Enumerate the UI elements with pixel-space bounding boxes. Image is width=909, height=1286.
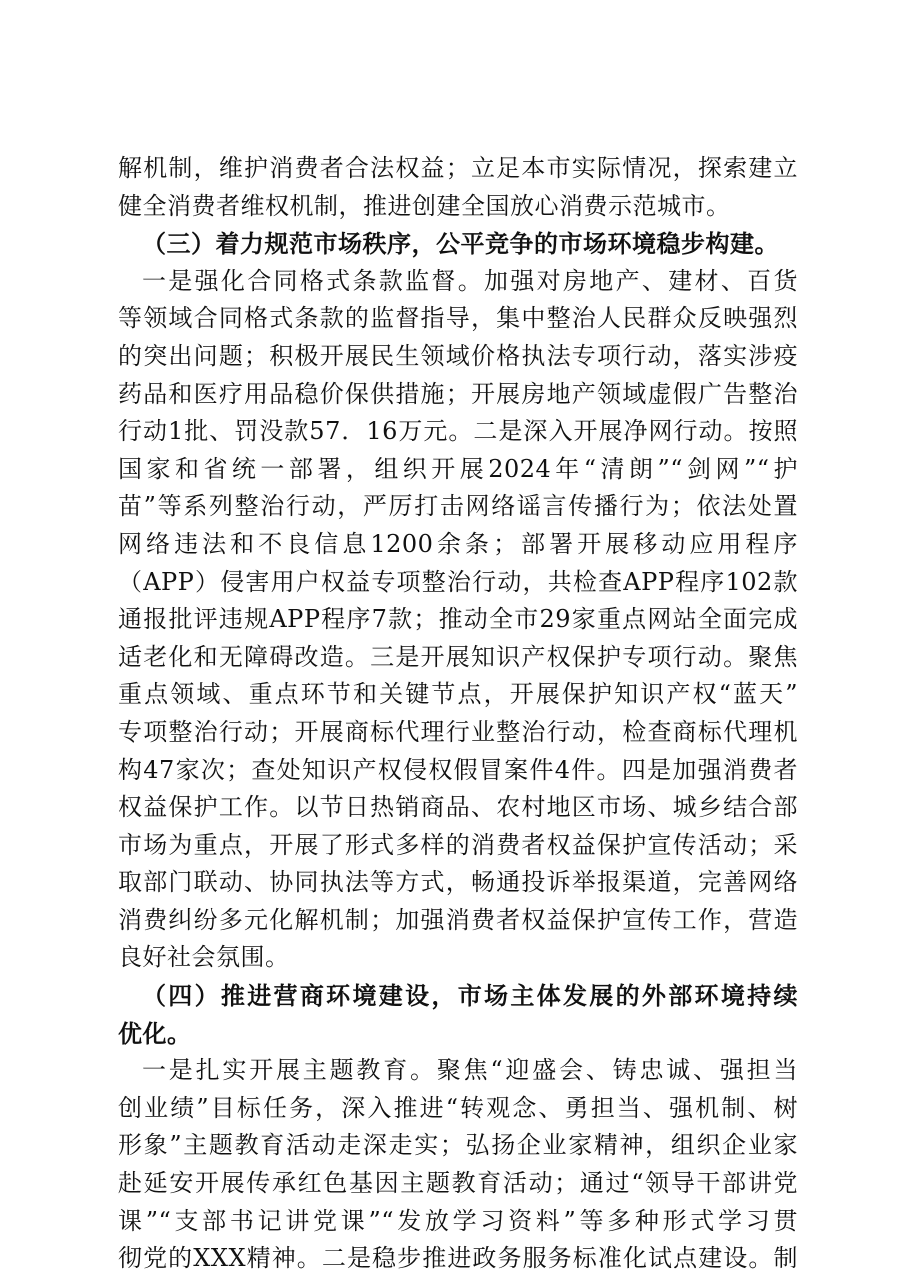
paragraph-line: 课”“支部书记讲党课”“发放学习资料”等多种形式学习贯: [118, 1206, 798, 1235]
paragraph-line: 等领域合同格式条款的监督指导，集中整治人民群众反映强烈: [118, 304, 798, 333]
paragraph-line: 行动1批、罚没款57．16万元。二是深入开展净网行动。按照: [118, 417, 798, 446]
paragraph-line: 一是强化合同格式条款监督。加强对房地产、建材、百货: [142, 266, 798, 295]
paragraph-line: 构47家次；查处知识产权侵权假冒案件4件。四是加强消费者: [118, 755, 798, 784]
paragraph-line: 的突出问题；积极开展民生领域价格执法专项行动，落实涉疫: [118, 341, 798, 370]
paragraph-line: 消费纠纷多元化解机制；加强消费者权益保护宣传工作，营造: [118, 905, 798, 934]
paragraph-line: 解机制，维护消费者合法权益；立足本市实际情况，探索建立: [118, 154, 798, 182]
paragraph-line: 适老化和无障碍改造。三是开展知识产权保护专项行动。聚焦: [118, 642, 798, 671]
paragraph-line: 市场为重点，开展了形式多样的消费者权益保护宣传活动；采: [118, 830, 798, 859]
paragraph-line: 赴延安开展传承红色基因主题教育活动；通过“领导干部讲党: [118, 1169, 798, 1198]
paragraph-line: 取部门联动、协同执法等方式，畅通投诉举报渠道，完善网络: [118, 868, 798, 897]
paragraph-line: 创业绩”目标任务，深入推进“转观念、勇担当、强机制、树: [118, 1093, 798, 1122]
paragraph-line: 形象”主题教育活动走深走实；弘扬企业家精神，组织企业家: [118, 1131, 798, 1160]
paragraph-line: 网络违法和不良信息1200余条；部署开展移动应用程序: [118, 529, 798, 558]
paragraph-line: 重点领域、重点环节和关键节点，开展保护知识产权“蓝天”: [118, 680, 798, 709]
paragraph-line: 苗”等系列整治行动，严厉打击网络谣言传播行为；依法处置: [118, 492, 798, 521]
paragraph-line: 国家和省统一部署，组织开展2024年“清朗”“剑网”“护: [118, 454, 798, 483]
section-heading-line: 优化。: [118, 1018, 192, 1048]
paragraph-line: 通报批评违规APP程序7款；推动全市29家重点网站全面完成: [118, 605, 798, 634]
paragraph-line: 一是扎实开展主题教育。聚焦“迎盛会、铸忠诚、强担当: [142, 1056, 798, 1085]
section-heading-line: （四）推进营商环境建设，市场主体发展的外部环境持续: [142, 981, 798, 1011]
paragraph-line: 权益保护工作。以节日热销商品、农村地区市场、城乡结合部: [118, 793, 798, 822]
paragraph-line: 药品和医疗用品稳价保供措施；开展房地产领域虚假广告整治: [118, 379, 798, 408]
paragraph-line: 专项整治行动；开展商标代理行业整治行动，检查商标代理机: [118, 717, 798, 746]
paragraph-line: （APP）侵害用户权益专项整治行动，共检查APP程序102款: [118, 567, 798, 596]
paragraph-line: 良好社会氛围。: [118, 943, 290, 972]
document-body: [118, 150, 798, 1278]
section-heading-line: （三）着力规范市场秩序，公平竞争的市场环境稳步构建。: [142, 229, 779, 259]
paragraph-line: 彻党的XXX精神。二是稳步推进政务服务标准化试点建设。制: [118, 1244, 798, 1273]
paragraph-line: 健全消费者维权机制，推进创建全国放心消费示范城市。: [118, 191, 731, 220]
